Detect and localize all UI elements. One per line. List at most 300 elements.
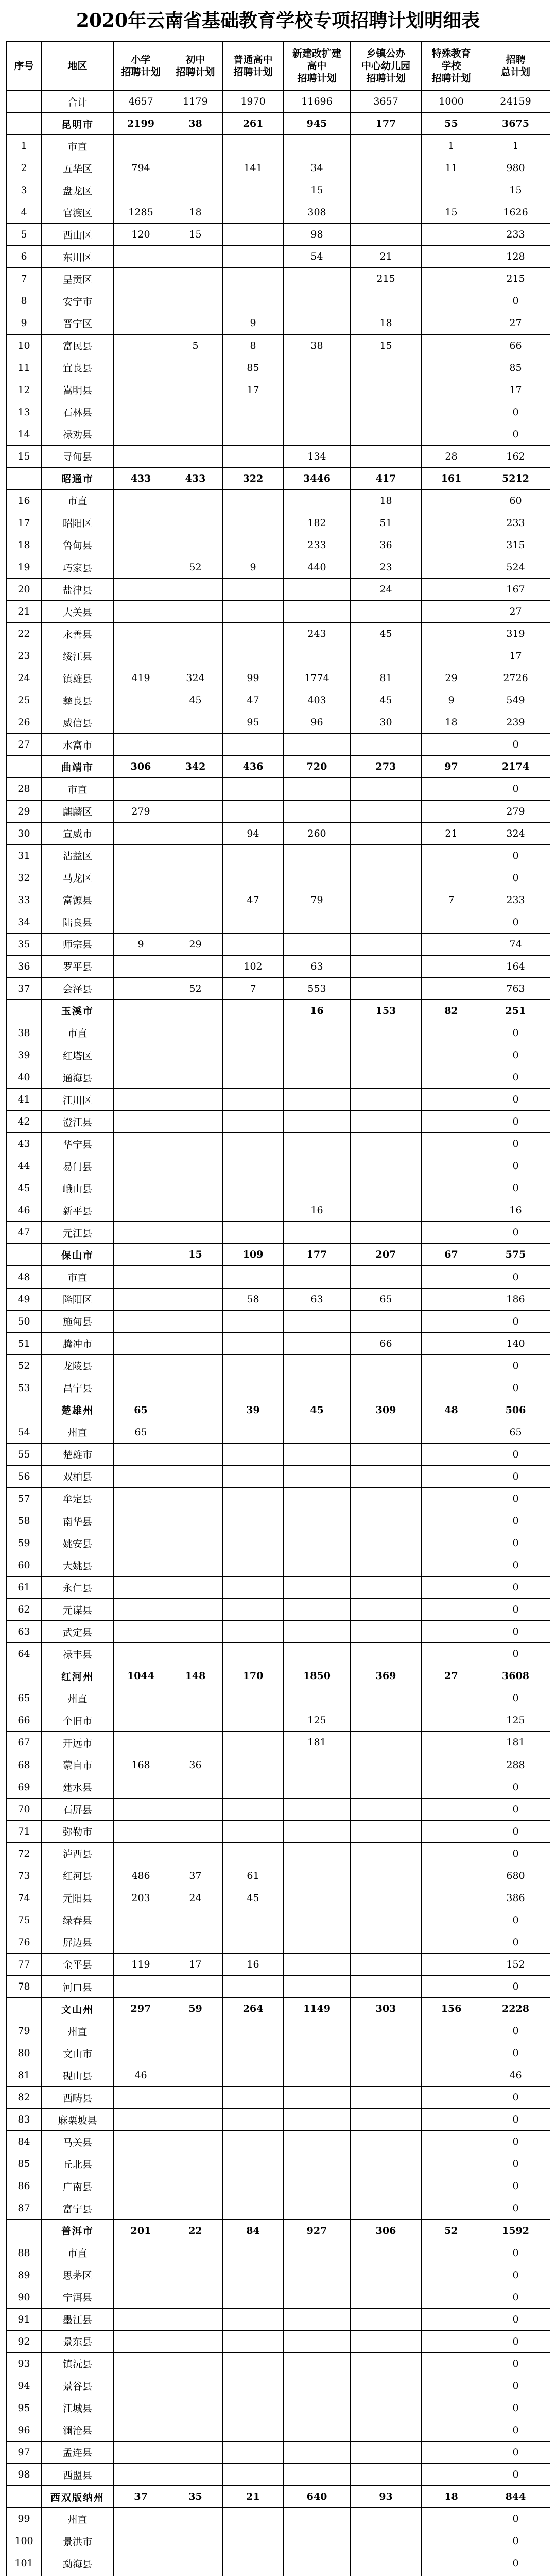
plan-value-cell: 102	[223, 955, 284, 977]
row-number: 41	[7, 1089, 42, 1111]
plan-value-cell	[168, 1288, 223, 1310]
plan-value-cell: 177	[351, 113, 422, 135]
row-number	[7, 91, 42, 113]
city-total-row	[7, 2219, 550, 2242]
plan-value-cell	[168, 2064, 223, 2087]
plan-value-cell: 201	[114, 2219, 168, 2242]
city-total-row	[7, 1665, 550, 1687]
plan-value-cell	[223, 933, 284, 955]
region-name: 东川区	[42, 246, 114, 268]
plan-value-cell: 94	[223, 822, 284, 844]
plan-value-cell	[223, 1222, 284, 1244]
plan-value-cell	[422, 2175, 481, 2197]
plan-value-cell	[114, 911, 168, 933]
region-name: 昌宁县	[42, 1377, 114, 1399]
plan-value-cell	[168, 867, 223, 889]
plan-value-cell	[351, 1798, 422, 1820]
plan-value-cell: 82	[422, 999, 481, 1022]
region-name: 州直	[42, 2020, 114, 2042]
plan-value-cell	[284, 489, 351, 512]
plan-value-cell: 9	[223, 312, 284, 334]
plan-value-cell	[114, 1842, 168, 1865]
plan-value-cell: 0	[481, 423, 550, 445]
plan-value-cell: 1149	[284, 1998, 351, 2020]
plan-value-cell	[223, 534, 284, 556]
column-header: 地区	[42, 42, 114, 91]
plan-value-cell	[223, 1577, 284, 1599]
plan-value-cell	[168, 2308, 223, 2330]
table-row	[7, 1643, 550, 1665]
table-row	[7, 1820, 550, 1842]
row-number: 32	[7, 867, 42, 889]
plan-value-cell: 0	[481, 2441, 550, 2463]
plan-value-cell	[114, 1377, 168, 1399]
plan-value-cell	[422, 1554, 481, 1577]
plan-value-cell	[168, 312, 223, 334]
plan-value-cell: 215	[351, 268, 422, 290]
plan-value-cell	[422, 1975, 481, 1997]
plan-value-cell: 369	[351, 1665, 422, 1687]
row-number	[7, 1998, 42, 2020]
region-name: 红塔区	[42, 1044, 114, 1066]
plan-value-cell	[114, 246, 168, 268]
plan-value-cell: 27	[481, 601, 550, 623]
plan-value-cell: 167	[481, 579, 550, 601]
row-number: 98	[7, 2464, 42, 2486]
plan-value-cell: 47	[223, 889, 284, 911]
plan-value-cell	[223, 1332, 284, 1354]
plan-value-cell	[422, 911, 481, 933]
plan-value-cell	[351, 157, 422, 179]
plan-value-cell	[223, 1487, 284, 1510]
plan-value-cell	[223, 1709, 284, 1732]
plan-value-cell	[114, 1776, 168, 1798]
plan-value-cell	[422, 1621, 481, 1643]
plan-value-cell: 0	[481, 1465, 550, 1487]
row-number: 11	[7, 357, 42, 379]
plan-value-cell: 0	[481, 1510, 550, 1532]
plan-value-cell	[284, 2419, 351, 2441]
plan-value-cell	[168, 489, 223, 512]
plan-value-cell	[223, 1732, 284, 1754]
plan-value-cell	[168, 1798, 223, 1820]
region-name: 富源县	[42, 889, 114, 911]
plan-value-cell	[422, 2286, 481, 2308]
table-row	[7, 1621, 550, 1643]
region-name: 个旧市	[42, 1709, 114, 1732]
plan-value-cell	[168, 1975, 223, 1997]
region-name: 新平县	[42, 1199, 114, 1222]
plan-value-cell	[168, 1377, 223, 1399]
row-number: 67	[7, 1732, 42, 1754]
region-name: 沾益区	[42, 844, 114, 867]
row-number	[7, 756, 42, 778]
table-row	[7, 1532, 550, 1554]
plan-value-cell: 97	[422, 756, 481, 778]
plan-value-cell	[168, 1399, 223, 1421]
plan-value-cell	[351, 2419, 422, 2441]
plan-value-cell	[114, 1066, 168, 1089]
row-number: 92	[7, 2330, 42, 2352]
plan-value-cell	[351, 2020, 422, 2042]
plan-value-cell: 0	[481, 1577, 550, 1599]
plan-value-cell	[168, 423, 223, 445]
plan-value-cell	[422, 2087, 481, 2109]
plan-value-cell	[223, 2042, 284, 2064]
row-number: 15	[7, 445, 42, 467]
table-row	[7, 2308, 550, 2330]
plan-value-cell	[223, 1510, 284, 1532]
region-name: 州直	[42, 2508, 114, 2530]
plan-value-cell: 47	[223, 689, 284, 711]
table-row	[7, 2109, 550, 2131]
row-number: 83	[7, 2109, 42, 2131]
plan-value-cell	[223, 1798, 284, 1820]
plan-value-cell	[114, 179, 168, 201]
region-name: 金平县	[42, 1953, 114, 1975]
plan-value-cell	[422, 2508, 481, 2530]
plan-value-cell	[284, 357, 351, 379]
region-name: 水富市	[42, 734, 114, 756]
plan-value-cell	[223, 2131, 284, 2153]
region-name: 大关县	[42, 601, 114, 623]
plan-value-cell	[168, 1066, 223, 1089]
plan-value-cell	[223, 867, 284, 889]
plan-value-cell: 65	[481, 1421, 550, 1443]
region-name: 晋宁区	[42, 312, 114, 334]
plan-value-cell: 119	[114, 1953, 168, 1975]
plan-value-cell: 720	[284, 756, 351, 778]
plan-value-cell	[422, 778, 481, 800]
plan-value-cell	[422, 1332, 481, 1354]
plan-value-cell	[114, 489, 168, 512]
plan-value-cell: 506	[481, 1399, 550, 1421]
plan-value-cell	[284, 2352, 351, 2375]
plan-value-cell: 0	[481, 2530, 550, 2552]
plan-value-cell	[351, 1732, 422, 1754]
plan-value-cell: 74	[481, 933, 550, 955]
plan-value-cell	[351, 1022, 422, 1044]
plan-value-cell	[284, 2087, 351, 2109]
plan-value-cell: 575	[481, 1244, 550, 1266]
plan-value-cell	[114, 2131, 168, 2153]
row-number: 23	[7, 645, 42, 667]
plan-value-cell	[223, 2109, 284, 2131]
plan-value-cell	[284, 1111, 351, 1133]
row-number: 93	[7, 2352, 42, 2375]
row-number: 97	[7, 2441, 42, 2463]
table-row	[7, 224, 550, 246]
plan-value-cell	[223, 1066, 284, 1089]
plan-value-cell	[422, 1066, 481, 1089]
plan-value-cell: 96	[284, 711, 351, 734]
table-row	[7, 1909, 550, 1931]
region-name: 楚雄市	[42, 1443, 114, 1465]
plan-value-cell	[114, 1465, 168, 1487]
plan-value-cell	[422, 1222, 481, 1244]
row-number: 59	[7, 1532, 42, 1554]
row-number: 90	[7, 2286, 42, 2308]
plan-value-cell	[284, 734, 351, 756]
plan-value-cell: 18	[422, 2486, 481, 2508]
table-row	[7, 2153, 550, 2175]
plan-value-cell: 128	[481, 246, 550, 268]
plan-value-cell	[114, 1133, 168, 1155]
plan-value-cell: 95	[223, 711, 284, 734]
table-row	[7, 1732, 550, 1754]
plan-value-cell	[168, 2530, 223, 2552]
table-row	[7, 489, 550, 512]
plan-value-cell: 3657	[351, 91, 422, 113]
plan-value-cell	[168, 601, 223, 623]
region-name: 巧家县	[42, 556, 114, 578]
page-title: 2020年云南省基础教育学校专项招聘计划明细表	[76, 10, 480, 31]
plan-value-cell	[114, 135, 168, 157]
plan-value-cell: 156	[422, 1998, 481, 2020]
row-number: 30	[7, 822, 42, 844]
region-name: 开远市	[42, 1732, 114, 1754]
plan-value-cell	[422, 579, 481, 601]
plan-value-cell	[284, 1975, 351, 1997]
plan-value-cell	[284, 1621, 351, 1643]
plan-value-cell	[284, 1155, 351, 1177]
column-header: 乡镇公办 中心幼儿园 招聘计划	[351, 42, 422, 91]
plan-value-cell	[114, 1354, 168, 1377]
row-number: 65	[7, 1687, 42, 1709]
plan-value-cell	[422, 312, 481, 334]
plan-value-cell	[284, 1820, 351, 1842]
table-row	[7, 2286, 550, 2308]
plan-value-cell	[168, 1643, 223, 1665]
table-row	[7, 1465, 550, 1487]
plan-value-cell: 153	[351, 999, 422, 1022]
plan-value-cell	[114, 601, 168, 623]
row-number: 33	[7, 889, 42, 911]
row-number: 38	[7, 1022, 42, 1044]
plan-value-cell	[223, 579, 284, 601]
plan-value-cell	[168, 778, 223, 800]
plan-value-cell	[422, 246, 481, 268]
row-number: 17	[7, 512, 42, 534]
plan-value-cell	[422, 933, 481, 955]
plan-value-cell	[422, 2441, 481, 2463]
plan-value-cell	[284, 1332, 351, 1354]
region-name: 江城县	[42, 2397, 114, 2419]
plan-value-cell	[223, 2197, 284, 2219]
table-row	[7, 2330, 550, 2352]
table-row	[7, 179, 550, 201]
plan-value-cell	[223, 2153, 284, 2175]
plan-value-cell	[351, 1709, 422, 1732]
plan-value-cell: 436	[223, 756, 284, 778]
plan-value-cell	[422, 334, 481, 357]
plan-value-cell: 0	[481, 1487, 550, 1510]
row-number: 44	[7, 1155, 42, 1177]
plan-value-cell	[284, 1577, 351, 1599]
plan-value-cell: 79	[284, 889, 351, 911]
plan-value-cell	[114, 1199, 168, 1222]
plan-value-cell	[168, 2464, 223, 2486]
plan-value-cell	[168, 246, 223, 268]
plan-value-cell	[284, 2375, 351, 2397]
plan-value-cell	[284, 290, 351, 312]
plan-value-cell: 16	[481, 1199, 550, 1222]
row-number: 19	[7, 556, 42, 578]
plan-value-cell	[422, 1177, 481, 1199]
plan-value-cell	[223, 2064, 284, 2087]
plan-value-cell: 0	[481, 2419, 550, 2441]
region-name: 元阳县	[42, 1887, 114, 1909]
plan-value-cell	[351, 2352, 422, 2375]
plan-value-cell: 0	[481, 2508, 550, 2530]
plan-value-cell	[114, 2109, 168, 2131]
table-row	[7, 1554, 550, 1577]
table-row	[7, 423, 550, 445]
plan-value-cell	[351, 2042, 422, 2064]
plan-value-cell: 0	[481, 2197, 550, 2219]
plan-value-cell: 59	[168, 1998, 223, 2020]
plan-value-cell	[422, 734, 481, 756]
plan-value-cell	[351, 2464, 422, 2486]
plan-value-cell	[223, 1465, 284, 1487]
plan-value-cell: 279	[481, 800, 550, 822]
table-row	[7, 1865, 550, 1887]
region-name: 富民县	[42, 334, 114, 357]
row-number: 12	[7, 379, 42, 401]
plan-value-cell: 306	[114, 756, 168, 778]
plan-value-cell	[284, 1310, 351, 1332]
table-row	[7, 1599, 550, 1621]
plan-value-cell	[168, 1842, 223, 1865]
plan-value-cell	[284, 2020, 351, 2042]
region-name: 元江县	[42, 1222, 114, 1244]
plan-value-cell	[422, 2397, 481, 2419]
table-row	[7, 1754, 550, 1776]
plan-value-cell	[168, 2264, 223, 2286]
plan-value-cell	[223, 1022, 284, 1044]
plan-value-cell	[223, 2286, 284, 2308]
table-row	[7, 889, 550, 911]
plan-value-cell	[284, 2308, 351, 2330]
row-number: 50	[7, 1310, 42, 1332]
plan-value-cell	[284, 401, 351, 423]
row-number: 70	[7, 1798, 42, 1820]
plan-value-cell	[284, 2197, 351, 2219]
plan-value-cell	[223, 2087, 284, 2109]
region-name: 州直	[42, 1687, 114, 1709]
plan-value-cell	[223, 1044, 284, 1066]
plan-value-cell	[168, 2419, 223, 2441]
plan-value-cell: 81	[351, 667, 422, 689]
plan-value-cell	[351, 445, 422, 467]
region-name: 宜良县	[42, 357, 114, 379]
plan-value-cell	[351, 1975, 422, 1997]
plan-value-cell: 63	[284, 1288, 351, 1310]
region-name: 思茅区	[42, 2264, 114, 2286]
plan-value-cell	[351, 1111, 422, 1133]
plan-value-cell	[114, 1709, 168, 1732]
city-total-row	[7, 1399, 550, 1421]
plan-value-cell: 17	[223, 379, 284, 401]
region-name: 市直	[42, 778, 114, 800]
plan-value-cell: 52	[168, 556, 223, 578]
row-number: 89	[7, 2264, 42, 2286]
row-number: 16	[7, 489, 42, 512]
plan-value-cell: 46	[114, 2064, 168, 2087]
plan-value-cell	[422, 268, 481, 290]
region-name: 罗平县	[42, 955, 114, 977]
plan-value-cell	[422, 2308, 481, 2330]
plan-value-cell	[168, 1577, 223, 1599]
plan-value-cell	[351, 889, 422, 911]
plan-value-cell	[114, 512, 168, 534]
plan-value-cell: 0	[481, 290, 550, 312]
plan-value-cell: 45	[168, 689, 223, 711]
row-number: 5	[7, 224, 42, 246]
region-name: 市直	[42, 489, 114, 512]
row-number: 54	[7, 1421, 42, 1443]
plan-value-cell: 0	[481, 1266, 550, 1288]
plan-value-cell: 177	[284, 1244, 351, 1266]
plan-value-cell: 15	[168, 224, 223, 246]
plan-value-cell	[422, 1599, 481, 1621]
plan-value-cell: 109	[223, 1244, 284, 1266]
plan-value-cell	[168, 512, 223, 534]
table-row	[7, 1975, 550, 1997]
row-number	[7, 1244, 42, 1266]
plan-value-cell	[114, 1266, 168, 1288]
plan-value-cell	[422, 423, 481, 445]
plan-value-cell	[284, 312, 351, 334]
table-row	[7, 844, 550, 867]
plan-value-cell	[114, 2264, 168, 2286]
region-name: 昆明市	[42, 113, 114, 135]
plan-value-cell: 288	[481, 1754, 550, 1776]
plan-value-cell: 0	[481, 1909, 550, 1931]
row-number: 74	[7, 1887, 42, 1909]
plan-value-cell	[114, 445, 168, 467]
column-header: 特殊教育 学校 招聘计划	[422, 42, 481, 91]
plan-value-cell	[114, 290, 168, 312]
table-row	[7, 1953, 550, 1975]
row-number: 45	[7, 1177, 42, 1199]
plan-value-cell	[351, 1842, 422, 1865]
plan-value-cell: 152	[481, 1953, 550, 1975]
plan-value-cell	[223, 844, 284, 867]
plan-value-cell	[422, 955, 481, 977]
plan-value-cell	[223, 1776, 284, 1798]
row-number	[7, 2486, 42, 2508]
region-name: 西山区	[42, 224, 114, 246]
plan-value-cell: 148	[168, 1665, 223, 1687]
plan-value-cell	[168, 734, 223, 756]
plan-value-cell	[114, 1599, 168, 1621]
plan-value-cell	[351, 401, 422, 423]
plan-value-cell: 0	[481, 1820, 550, 1842]
plan-value-cell	[422, 2552, 481, 2574]
table-row	[7, 1066, 550, 1089]
plan-value-cell	[114, 623, 168, 645]
plan-value-cell: 28	[422, 445, 481, 467]
plan-value-cell: 52	[168, 977, 223, 999]
plan-value-cell: 0	[481, 911, 550, 933]
plan-value-cell: 315	[481, 534, 550, 556]
plan-value-cell: 386	[481, 1887, 550, 1909]
plan-value-cell	[168, 1687, 223, 1709]
plan-value-cell: 140	[481, 1332, 550, 1354]
plan-value-cell	[114, 1621, 168, 1643]
plan-value-cell	[284, 2042, 351, 2064]
